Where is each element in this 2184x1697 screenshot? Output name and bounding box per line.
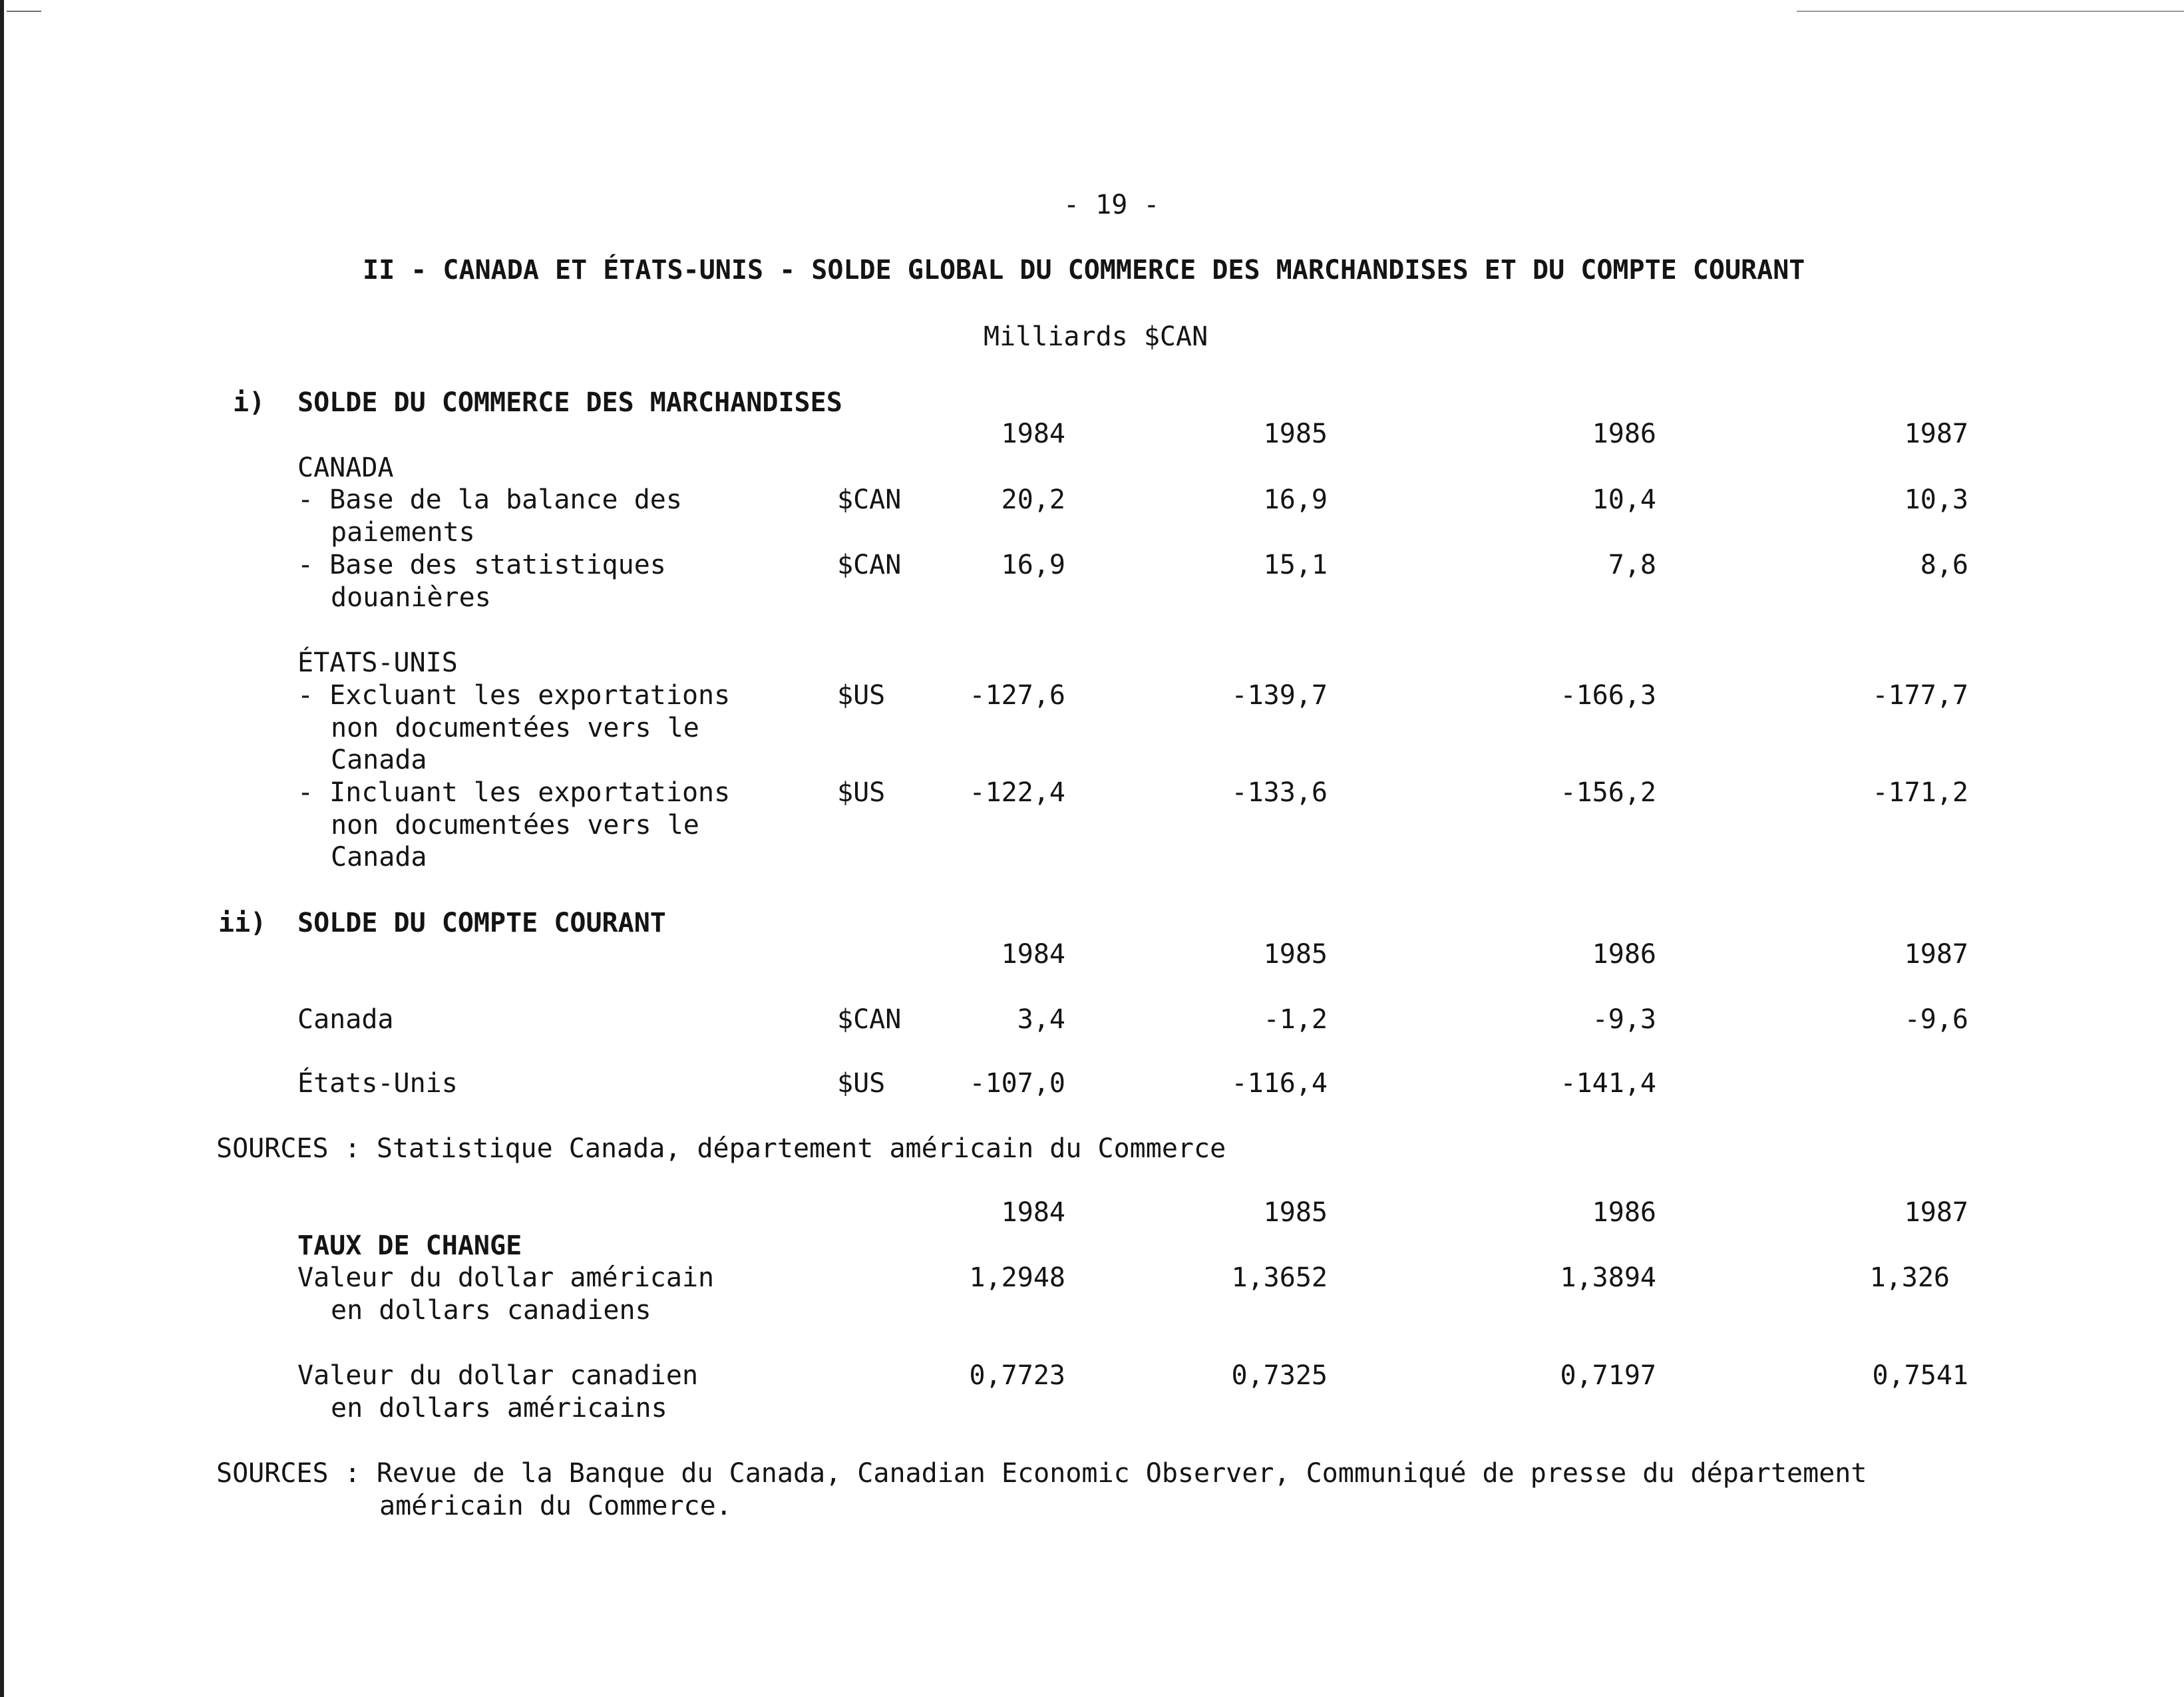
row-label: États-Unis <box>297 1068 458 1099</box>
row-label: - Base des statistiques <box>297 550 666 580</box>
exchange-heading: TAUX DE CHANGE <box>297 1230 522 1261</box>
value-cell: 8,6 <box>1920 550 1968 580</box>
row-label-continued: non documentées vers le <box>331 713 699 743</box>
page-title: II - CANADA ET ÉTATS-UNIS - SOLDE GLOBAL DU COMMERCE DES MARCHANDISES ET DU COMPTE COURANT <box>363 255 1805 285</box>
value-cell: 1,2948 <box>969 1262 1065 1293</box>
unit-label: Milliards $CAN <box>984 321 1208 352</box>
value-cell: 0,7197 <box>1560 1360 1656 1391</box>
value-cell: 1,3652 <box>1231 1262 1328 1293</box>
year-header-1986: 1986 <box>1592 1197 1656 1228</box>
usa-heading: ÉTATS-UNIS <box>297 648 458 678</box>
row-label-continued: Canada <box>331 842 427 872</box>
year-header-1985: 1985 <box>1263 1197 1328 1228</box>
currency-cell: $CAN <box>837 1004 902 1035</box>
value-cell: -9,6 <box>1904 1004 1968 1035</box>
value-cell: 0,7541 <box>1872 1360 1968 1391</box>
scan-top-edge <box>0 11 2184 12</box>
year-header-1987: 1987 <box>1904 939 1968 970</box>
value-cell: -156,2 <box>1560 777 1656 808</box>
year-header-1985: 1985 <box>1263 419 1328 449</box>
row-label-continued: Canada <box>331 745 427 775</box>
value-cell: -139,7 <box>1231 680 1328 711</box>
section-i-title: SOLDE DU COMMERCE DES MARCHANDISES <box>297 387 842 418</box>
value-cell: -171,2 <box>1872 777 1968 808</box>
row-label-continued: paiements <box>331 517 475 548</box>
row-label: - Base de la balance des <box>297 484 682 515</box>
value-cell: -122,4 <box>969 777 1065 808</box>
currency-cell: $CAN <box>837 550 902 580</box>
row-label-continued: en dollars canadiens <box>331 1295 651 1326</box>
row-label-continued: douanières <box>331 582 491 613</box>
year-header-1984: 1984 <box>1001 939 1065 970</box>
row-label-continued: en dollars américains <box>331 1393 667 1423</box>
year-header-1987: 1987 <box>1904 419 1968 449</box>
value-cell: 15,1 <box>1263 550 1328 580</box>
value-cell: 10,4 <box>1592 484 1656 515</box>
year-header-1987: 1987 <box>1904 1197 1968 1228</box>
value-cell: -141,4 <box>1560 1068 1656 1099</box>
canada-heading: CANADA <box>297 453 394 483</box>
row-label: Canada <box>297 1004 394 1035</box>
currency-cell: $US <box>837 680 886 711</box>
value-cell: 1,3894 <box>1560 1262 1656 1293</box>
year-header-1984: 1984 <box>1001 419 1065 449</box>
value-cell: 7,8 <box>1608 550 1656 580</box>
row-label: Valeur du dollar américain <box>297 1262 715 1293</box>
value-cell: 0,7325 <box>1231 1360 1328 1391</box>
sources-note: SOURCES : Revue de la Banque du Canada, Canadian Economic Observer, Communiqué de presse du département <box>216 1458 1867 1489</box>
value-cell: 1,326 <box>1869 1262 1950 1293</box>
value-cell: -116,4 <box>1231 1068 1328 1099</box>
value-cell: -127,6 <box>969 680 1065 711</box>
currency-cell: $US <box>837 777 886 808</box>
value-cell: 3,4 <box>1017 1004 1065 1035</box>
year-header-1985: 1985 <box>1263 939 1328 970</box>
page-number: - 19 - <box>1063 190 1160 220</box>
value-cell: -166,3 <box>1560 680 1656 711</box>
year-header-1986: 1986 <box>1592 419 1656 449</box>
section-ii-label: ii) <box>218 908 267 938</box>
sources-note: SOURCES : Statistique Canada, département américain du Commerce <box>216 1133 1226 1164</box>
row-label: Valeur du dollar canadien <box>297 1360 699 1391</box>
row-label-continued: non documentées vers le <box>331 810 699 841</box>
value-cell: 0,7723 <box>969 1360 1065 1391</box>
value-cell: -133,6 <box>1231 777 1328 808</box>
value-cell: -177,7 <box>1872 680 1968 711</box>
value-cell: 20,2 <box>1001 484 1065 515</box>
currency-cell: $US <box>837 1068 886 1099</box>
currency-cell: $CAN <box>837 484 902 515</box>
section-i-label: i) <box>233 387 266 418</box>
sources-note-continued: américain du Commerce. <box>379 1491 732 1521</box>
value-cell: -1,2 <box>1263 1004 1328 1035</box>
scan-left-edge <box>0 0 4 1697</box>
value-cell: -107,0 <box>969 1068 1065 1099</box>
row-label: - Excluant les exportations <box>297 680 731 711</box>
value-cell: 16,9 <box>1263 484 1328 515</box>
row-label: - Incluant les exportations <box>297 777 731 808</box>
year-header-1984: 1984 <box>1001 1197 1065 1228</box>
value-cell: 10,3 <box>1904 484 1968 515</box>
value-cell: -9,3 <box>1592 1004 1656 1035</box>
value-cell: 16,9 <box>1001 550 1065 580</box>
section-ii-title: SOLDE DU COMPTE COURANT <box>297 908 666 938</box>
year-header-1986: 1986 <box>1592 939 1656 970</box>
